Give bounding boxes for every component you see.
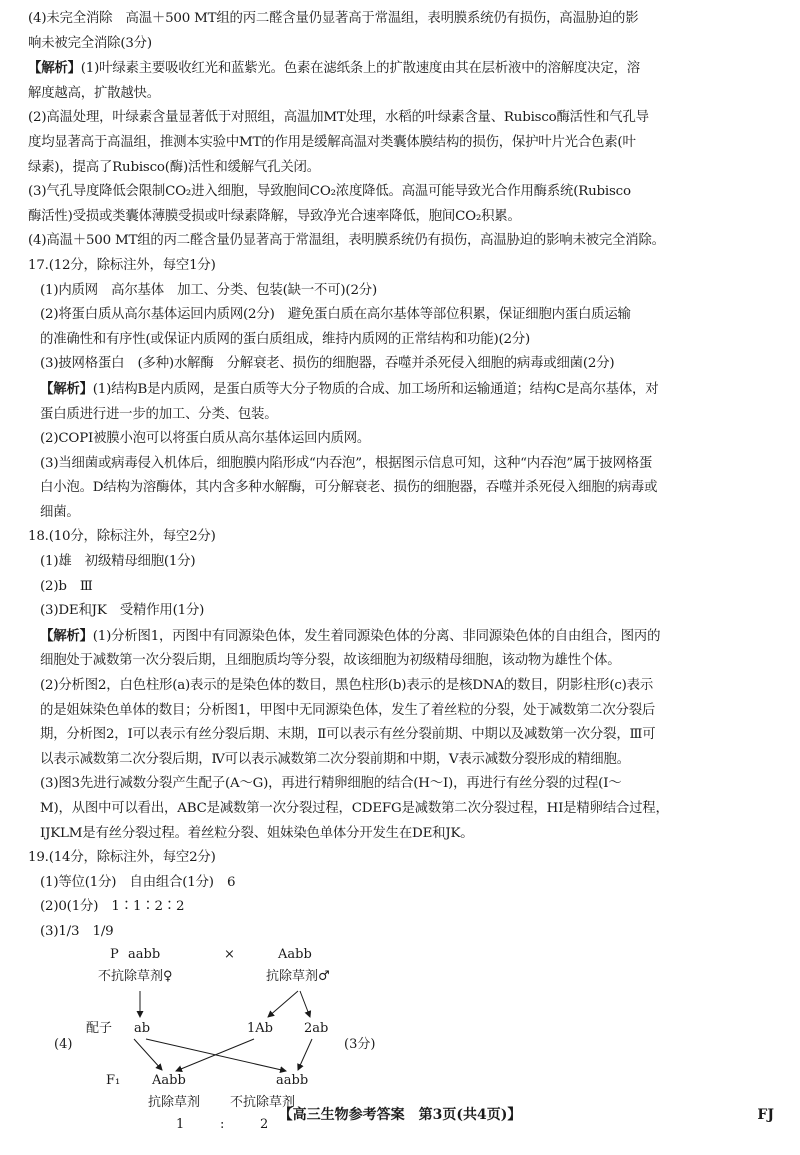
text-line: IJKLM是有丝分裂过程。着丝粒分裂、姐妹染色单体分开发生在DE和JK。 <box>40 825 474 841</box>
ratio-value-1: 1 <box>176 1116 185 1132</box>
text-line: (2)分析图2，白色柱形(a)表示的是染色体的数目，黑色柱形(b)表示的是核DNA的数目，阴影柱形(c)表示 <box>40 678 654 694</box>
arrow-Ab-to-Aabb <box>176 1039 254 1071</box>
arrow-2ab-to-aabb <box>298 1039 312 1070</box>
text-line: (2)0(1分) 1∶1∶2∶2 <box>40 899 185 915</box>
parent2-phenotype: 抗除草剂♂ <box>266 968 330 984</box>
text-line: 白小泡。D结构为溶酶体，其内含多种水解酶，可分解衰老、损伤的细胞器，吞噬并杀死侵入细胞的病毒或 <box>40 480 658 496</box>
arrow-ab-to-aabb <box>134 1039 162 1070</box>
text-line: 酶活性)受损或类囊体薄膜受损或叶绿素降解，导致净光合速率降低，胞间CO₂积累。 <box>28 208 521 224</box>
text-line: M)，从图中可以看出，ABC是减数第一次分裂过程，CDEFG是减数第二次分裂过程，HI是精卵结合过程， <box>40 801 669 816</box>
text-line: 解度越高，扩散越快。 <box>28 85 160 101</box>
text-line: (3)气孔导度降低会限制CO₂进入细胞，导致胞间CO₂浓度降低。高温可能导致光合作用酶系统(Rubisco <box>28 184 631 200</box>
text-line: 响未被完全消除(3分) <box>28 35 152 51</box>
analysis-tag: 【解析】 <box>28 60 81 77</box>
f1-phenotype-resistant: 抗除草剂 <box>148 1094 201 1110</box>
answer-content <box>28 7 780 1155</box>
text-line: (1)内质网 高尔基体 加工、分类、包装(缺一不可)(2分) <box>40 282 377 298</box>
analysis-line <box>28 624 780 650</box>
text-line: 期，分析图2，Ⅰ可以表示有丝分裂后期、末期，Ⅱ可以表示有丝分裂前期、中期以及减数第一次分裂，Ⅲ可 <box>40 727 656 743</box>
text-line: 细胞处于减数第一次分裂后期，且细胞质均等分裂，故该细胞为初级精母细胞，该动物为雄性个体。 <box>40 653 621 669</box>
text-line: (4)未完全消除 高温＋500 MT组的丙二醛含量仍显著高于常温组，表明膜系统仍有损伤，高温胁迫的影 <box>28 11 639 26</box>
analysis-line <box>28 377 780 403</box>
question-heading: 18.(10分，除标注外，每空2分) <box>28 529 216 545</box>
text-line: (2)COPⅠ被膜小泡可以将蛋白质从高尔基体运回内质网。 <box>40 431 371 447</box>
text-line: (1)等位(1分) 自由组合(1分) 6 <box>40 874 236 890</box>
arrow-p2-gamete-Ab <box>268 991 298 1017</box>
gamete-2ab: 2ab <box>304 1020 329 1036</box>
text-line: (3)当细菌或病毒侵入机体后，细胞膜内陷形成“内吞泡”，根据图示信息可知，这种“内吞泡”属于披网格蛋 <box>40 455 653 471</box>
text-line: (4)高温＋500 MT组的丙二醛含量仍显著高于常温组，表明膜系统仍有损伤，高温胁迫的影响未被完全消除。 <box>28 233 665 249</box>
question-heading: 17.(12分，除标注外，每空1分) <box>28 257 216 273</box>
gamete-Ab: 1Ab <box>247 1020 273 1036</box>
footer-code: FJ <box>757 1107 774 1123</box>
text-line: (3)1/3 1/9 <box>40 923 114 939</box>
gamete-ab: ab <box>134 1020 151 1036</box>
text-line: (1)雄 初级精母细胞(1分) <box>40 554 196 570</box>
text-line: (3)DE和JK 受精作用(1分) <box>40 603 205 619</box>
text-line: 绿素)，提高了Rubisco(酶)活性和缓解气孔关闭。 <box>28 159 320 175</box>
page-footer: 【高三生物参考答案 第3页(共4页)】 <box>278 1107 522 1123</box>
ratio-separator: : <box>220 1116 225 1132</box>
parent2-genotype: Aabb <box>278 946 312 962</box>
cross-symbol: × <box>224 946 235 962</box>
text-line: 蛋白质进行进一步的加工、分类、包装。 <box>40 406 278 422</box>
ratio-value-2: 2 <box>260 1116 269 1132</box>
item-number: (4) <box>54 1036 73 1052</box>
analysis-tag: 【解析】 <box>40 380 93 397</box>
generation-f1-label: F₁ <box>106 1072 121 1088</box>
f1-phenotype-nonresistant: 不抗除草剂 <box>230 1094 296 1110</box>
text-line: (3)披网格蛋白 (多种)水解酶 分解衰老、损伤的细胞器，吞噬并杀死侵入细胞的病毒或细菌(2分) <box>40 356 615 372</box>
text-line: 的是姐妹染色单体的数目；分析图1，甲图中无同源染色体，发生了着丝粒的分裂，处于减数第二次分裂后 <box>40 702 656 718</box>
analysis-tag: 【解析】 <box>40 627 93 644</box>
text-line: (1)叶绿素主要吸收红光和蓝紫光。色素在滤纸条上的扩散速度由其在层析液中的溶解度决定，溶 <box>80 61 640 77</box>
text-line: (2)将蛋白质从高尔基体运回内质网(2分) 避免蛋白质在高尔基体等部位积累，保证细胞内蛋白质运输 <box>40 307 631 323</box>
text-line: (2)高温处理，叶绿素含量显著低于对照组，高温加MT处理，水稻的叶绿素含量、Rubisco酶活性和气孔导 <box>28 110 649 126</box>
text-line: (1)分析图1，丙图中有同源染色体，发生着同源染色体的分离、非同源染色体的自由组合，图丙的 <box>92 628 661 644</box>
text-line: 度均显著高于高温组，推测本实验中MT的作用是缓解高温对类囊体膜结构的损伤，保护叶片光合色素(叶 <box>28 134 636 150</box>
item-score: (3分) <box>344 1036 376 1052</box>
text-line: (1)结构B是内质网，是蛋白质等大分子物质的合成、加工场所和运输通道；结构C是高尔基体，对 <box>92 381 659 397</box>
parent1-genotype: aabb <box>128 946 161 962</box>
text-line: (2)b Ⅲ <box>40 578 93 594</box>
text-line: (3)图3先进行减数分裂产生配子(A～G)，再进行精卵细胞的结合(H～I)，再进行有丝分裂的过程(I～ <box>40 776 622 792</box>
generation-p-label: P <box>110 946 119 962</box>
arrow-p2-gamete-ab <box>300 991 310 1017</box>
f1-genotype-aabb: aabb <box>276 1072 309 1088</box>
text-line: 的准确性和有序性(或保证内质网的蛋白质组成，维持内质网的正常结构和功能)(2分) <box>40 331 531 347</box>
text-line: 以表示减数第二次分裂后期，Ⅳ可以表示减数第二次分裂前期和中期，Ⅴ表示减数分裂形成的精细胞。 <box>40 751 630 767</box>
analysis-line <box>28 56 780 82</box>
parent1-phenotype: 不抗除草剂♀ <box>98 968 173 984</box>
text-line: 细菌。 <box>40 504 80 520</box>
question-heading: 19.(14分，除标注外，每空2分) <box>28 850 216 866</box>
gamete-label: 配子 <box>86 1020 113 1036</box>
f1-genotype-Aabb: Aabb <box>152 1072 186 1088</box>
